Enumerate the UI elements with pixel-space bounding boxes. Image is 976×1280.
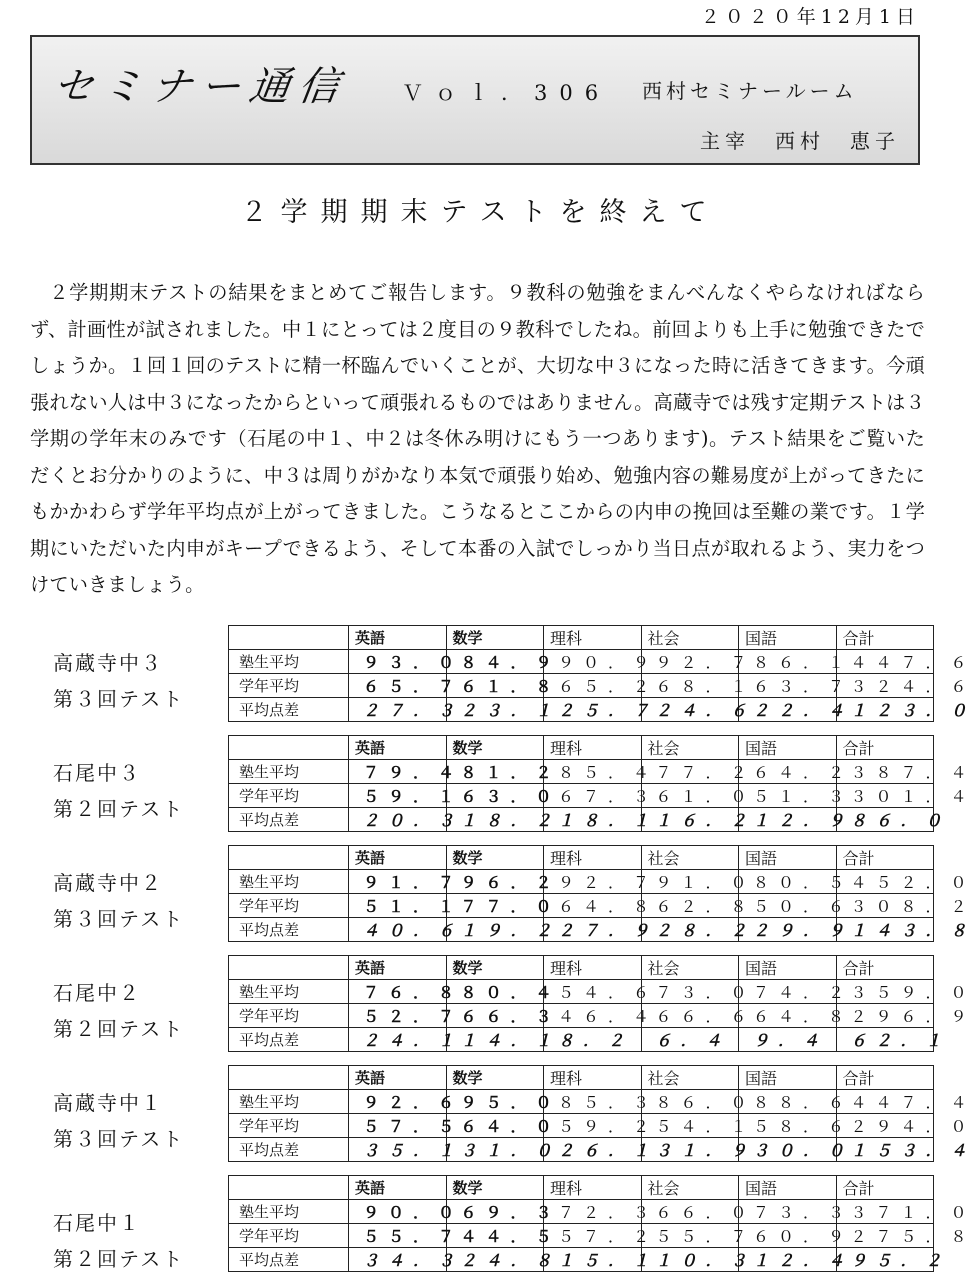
row-label: 学年平均	[229, 1004, 349, 1028]
corner-cell	[229, 1066, 349, 1090]
table-row	[229, 698, 934, 722]
score-cell: ４４７．４	[836, 1090, 934, 1114]
score-cell: ６２．１	[836, 1028, 934, 1052]
subject-header: 数学	[446, 956, 544, 980]
volume-number: Ｖｏｌ．306	[402, 81, 611, 105]
subject-header: 国語	[739, 1066, 837, 1090]
score-cell: ５４．１	[641, 1114, 739, 1138]
score-cell: ６０．９	[739, 1224, 837, 1248]
score-cell: １９．２	[446, 918, 544, 942]
subject-header: 英語	[349, 736, 447, 760]
subject-header: 国語	[739, 846, 837, 870]
school-name: 石尾中１	[53, 1211, 141, 1235]
score-cell: ９０．０	[349, 1200, 447, 1224]
row-label: 塾生平均	[229, 1200, 349, 1224]
score-cell: ２７５．８	[836, 1224, 934, 1248]
test-name: 第２回テスト	[53, 1017, 185, 1041]
score-table	[228, 955, 976, 1052]
score-cell: １６．２	[641, 808, 739, 832]
score-cell: ８０．４	[446, 980, 544, 1004]
score-cell: ９１．７	[349, 870, 447, 894]
score-cell: ８．２	[544, 1028, 642, 1052]
subject-header: 数学	[446, 736, 544, 760]
row-label: 平均点差	[229, 1028, 349, 1052]
score-cell: ３８７．４	[836, 760, 934, 784]
score-cell: ８８．６	[739, 1090, 837, 1114]
corner-cell	[229, 956, 349, 980]
score-table	[228, 625, 976, 722]
score-cell: １４３．８	[836, 918, 934, 942]
row-label: 平均点差	[229, 1248, 349, 1272]
score-cell: ６５．７	[349, 674, 447, 698]
score-cell: ２０．３	[349, 808, 447, 832]
score-cell: ６１．８	[446, 674, 544, 698]
score-cell: ７４．２	[739, 980, 837, 1004]
table-row	[229, 1248, 934, 1272]
score-cell: ７７．２	[641, 760, 739, 784]
masthead	[30, 35, 920, 165]
header-row	[229, 736, 934, 760]
score-cell: ７３．３	[739, 1200, 837, 1224]
score-cell: ５１．３	[739, 784, 837, 808]
subject-header: 社会	[641, 846, 739, 870]
score-table	[228, 845, 976, 942]
score-cell: ９１．０	[641, 870, 739, 894]
subject-header: 社会	[641, 956, 739, 980]
newsletter-title: セミナー通信	[50, 64, 351, 110]
table-row	[229, 1090, 934, 1114]
score-cell: １２３．０	[836, 698, 934, 722]
subject-header: 理科	[544, 1066, 642, 1090]
score-cell: ９６．２	[446, 870, 544, 894]
score-cell: ６．４	[641, 1028, 739, 1052]
score-cell: ３５．１	[349, 1138, 447, 1162]
score-cell: ５７．２	[544, 1224, 642, 1248]
corner-cell	[229, 626, 349, 650]
score-cell: ８４．９	[446, 650, 544, 674]
score-cell: ５５．７	[641, 1224, 739, 1248]
score-table	[228, 1065, 976, 1162]
score-cell: ２９４．０	[836, 1114, 934, 1138]
score-cell: １２．９	[739, 808, 837, 832]
table-row	[229, 808, 934, 832]
result-block	[0, 845, 976, 949]
row-label: 平均点差	[229, 918, 349, 942]
score-cell: ８０．５	[739, 870, 837, 894]
score-cell: ６７．３	[544, 784, 642, 808]
score-cell: ６５．２	[544, 674, 642, 698]
score-cell: ３５９．０	[836, 980, 934, 1004]
school-name: 石尾中３	[53, 761, 141, 785]
score-cell: ４４７．６	[836, 650, 934, 674]
score-cell: ５９．１	[349, 784, 447, 808]
score-cell: ６４．２	[739, 760, 837, 784]
issue-date: ２０２０年12月1日	[700, 6, 920, 28]
score-cell: ５１．１	[349, 894, 447, 918]
score-cell: ６６．０	[641, 1200, 739, 1224]
table-row	[229, 650, 934, 674]
score-cell: ５５．７	[349, 1224, 447, 1248]
subject-header: 社会	[641, 626, 739, 650]
score-cell: ３０．０	[739, 1138, 837, 1162]
row-label: 平均点差	[229, 698, 349, 722]
score-cell: ６３．０	[446, 784, 544, 808]
header-row	[229, 626, 934, 650]
result-block	[0, 735, 976, 839]
score-cell: ６４．８	[544, 894, 642, 918]
subject-header: 合計	[836, 956, 934, 980]
score-cell: ２２．４	[739, 698, 837, 722]
row-label: 塾生平均	[229, 650, 349, 674]
subject-header: 合計	[836, 846, 934, 870]
corner-cell	[229, 846, 349, 870]
table-row	[229, 870, 934, 894]
score-cell: ８６．１	[739, 650, 837, 674]
score-cell: ９５．２	[836, 1248, 934, 1272]
score-cell: ３０１．４	[836, 784, 934, 808]
organization-name: 西村セミナールーム	[642, 79, 858, 103]
test-name: 第３回テスト	[53, 907, 185, 931]
school-name: 高蔵寺中１	[53, 1091, 163, 1115]
score-cell: １８．２	[446, 808, 544, 832]
score-cell: ２４．８	[446, 1248, 544, 1272]
table-row	[229, 980, 934, 1004]
host-name: 主宰 西村 恵子	[700, 129, 900, 153]
score-cell: ６４．０	[446, 1114, 544, 1138]
score-cell: ２７．９	[544, 918, 642, 942]
table-row	[229, 1028, 934, 1052]
test-name: 第３回テスト	[53, 1127, 185, 1151]
subject-header: 合計	[836, 1066, 934, 1090]
score-cell: １０．３	[641, 1248, 739, 1272]
table-row	[229, 784, 934, 808]
corner-cell	[229, 1176, 349, 1200]
score-cell: ２４．６	[641, 698, 739, 722]
row-label: 塾生平均	[229, 870, 349, 894]
score-cell: ６１．０	[641, 784, 739, 808]
score-cell: ５０．６	[739, 894, 837, 918]
table-row	[229, 760, 934, 784]
subject-header: 社会	[641, 1176, 739, 1200]
score-cell: ３１．９	[641, 1138, 739, 1162]
row-label: 塾生平均	[229, 1090, 349, 1114]
score-cell: ２６．１	[544, 1138, 642, 1162]
score-cell: ９．４	[739, 1028, 837, 1052]
test-name: 第２回テスト	[53, 1247, 185, 1271]
table-row	[229, 1114, 934, 1138]
score-cell: ７６．８	[349, 980, 447, 1004]
score-cell: ４０．６	[349, 918, 447, 942]
score-cell: ２８．２	[641, 918, 739, 942]
subject-header: 英語	[349, 1066, 447, 1090]
test-name: 第３回テスト	[53, 687, 185, 711]
score-cell: ９２．７	[544, 870, 642, 894]
score-cell: ９５．０	[446, 1090, 544, 1114]
row-label: 学年平均	[229, 894, 349, 918]
row-label: 学年平均	[229, 1114, 349, 1138]
row-label: 塾生平均	[229, 980, 349, 1004]
score-cell: ８５．４	[544, 760, 642, 784]
school-name: 石尾中２	[53, 981, 141, 1005]
score-cell: １４．１	[446, 1028, 544, 1052]
score-cell: ６３．７	[739, 674, 837, 698]
school-name: 高蔵寺中２	[53, 871, 163, 895]
score-cell: ９２．６	[349, 1090, 447, 1114]
table-row	[229, 674, 934, 698]
score-cell: ３４．３	[349, 1248, 447, 1272]
score-cell: ２３．１	[446, 698, 544, 722]
row-label: 平均点差	[229, 1138, 349, 1162]
subject-header: 社会	[641, 1066, 739, 1090]
score-cell: ７７．０	[446, 894, 544, 918]
score-cell: ４６．４	[544, 1004, 642, 1028]
subject-header: 数学	[446, 626, 544, 650]
score-cell: ３０８．２	[836, 894, 934, 918]
score-cell: ２９．９	[739, 918, 837, 942]
row-label: 塾生平均	[229, 760, 349, 784]
score-cell: ９３．０	[349, 650, 447, 674]
subject-header: 社会	[641, 736, 739, 760]
result-block	[0, 1175, 976, 1279]
subject-header: 国語	[739, 736, 837, 760]
subject-header: 理科	[544, 846, 642, 870]
score-cell: １５３．４	[836, 1138, 934, 1162]
score-cell: ３１．０	[446, 1138, 544, 1162]
corner-cell	[229, 736, 349, 760]
result-block	[0, 955, 976, 1059]
subject-header: 英語	[349, 956, 447, 980]
score-cell: ４５２．０	[836, 870, 934, 894]
subject-header: 国語	[739, 1176, 837, 1200]
score-cell: ４４．５	[446, 1224, 544, 1248]
score-cell: ５７．５	[349, 1114, 447, 1138]
table-row	[229, 918, 934, 942]
subject-header: 国語	[739, 956, 837, 980]
subject-header: 理科	[544, 626, 642, 650]
subject-header: 理科	[544, 956, 642, 980]
score-cell: ８６．０	[836, 808, 934, 832]
score-cell: ６６．６	[641, 1004, 739, 1028]
article-body: ２学期期末テストの結果をまとめてご報告します。９教科の勉強をまんべんなくやらなければならず、計画性が試されました。中１にとっては２度目の９教科でしたね。前回よりも上手に勉強できたでしょうか。１回１回のテストに精一杯臨んでいくことが、大切な中３になった時に活きてきます。今頑張れない人は中３になったからといって頑張れるものではありません。高蔵寺では残す定期テストは３学期の学年末のみです（石尾の中１、中２は冬休み明けにもう一つあります)。テスト結果をご覧いただくとお分かりのように、中３は周りがかなり本気で頑張り始め、勉強内容の難易度が上がってきたにもかかわらず学年平均点が上がってきました。こうなるとここからの内申の挽回は至難の業です。１学期にいただいた内申がキープできるよう、そして本番の入試でしっかり当日点が取れるよう、実力をつけていきましょう。	[30, 281, 925, 596]
subject-header: 数学	[446, 846, 544, 870]
score-cell: ６２．８	[641, 894, 739, 918]
score-cell: ９０．９	[544, 650, 642, 674]
header-row	[229, 1176, 934, 1200]
article-heading: ２学期期末テストを終えて	[240, 197, 720, 228]
subject-header: 合計	[836, 1176, 934, 1200]
result-block	[0, 625, 976, 729]
row-label: 平均点差	[229, 808, 349, 832]
header-row	[229, 846, 934, 870]
score-cell: ６８．１	[641, 674, 739, 698]
score-cell: ５９．２	[544, 1114, 642, 1138]
table-row	[229, 1138, 934, 1162]
score-cell: １２．４	[739, 1248, 837, 1272]
subject-header: 理科	[544, 1176, 642, 1200]
table-row	[229, 894, 934, 918]
result-block	[0, 1065, 976, 1169]
score-cell: ２５．７	[544, 698, 642, 722]
score-cell: ８１．２	[446, 760, 544, 784]
score-cell: ７９．４	[349, 760, 447, 784]
score-table	[228, 1175, 976, 1272]
subject-header: 英語	[349, 1176, 447, 1200]
score-cell: ８５．３	[544, 1090, 642, 1114]
table-row	[229, 1224, 934, 1248]
row-label: 学年平均	[229, 1224, 349, 1248]
school-name: 高蔵寺中３	[53, 651, 163, 675]
subject-header: 理科	[544, 736, 642, 760]
score-cell: ３７１．０	[836, 1200, 934, 1224]
subject-header: 英語	[349, 846, 447, 870]
subject-header: 数学	[446, 1066, 544, 1090]
row-label: 学年平均	[229, 674, 349, 698]
test-name: 第２回テスト	[53, 797, 185, 821]
score-cell: ６４．８	[739, 1004, 837, 1028]
score-cell: ２４．１	[349, 1028, 447, 1052]
score-cell: １８．１	[544, 808, 642, 832]
score-cell: ２９６．９	[836, 1004, 934, 1028]
score-cell: ２７．３	[349, 698, 447, 722]
subject-header: 国語	[739, 626, 837, 650]
row-label: 学年平均	[229, 784, 349, 808]
score-table	[228, 735, 976, 832]
score-cell: １５．１	[544, 1248, 642, 1272]
header-row	[229, 1066, 934, 1090]
subject-header: 数学	[446, 1176, 544, 1200]
subject-header: 合計	[836, 736, 934, 760]
subject-header: 英語	[349, 626, 447, 650]
score-cell: ６６．３	[446, 1004, 544, 1028]
table-row	[229, 1004, 934, 1028]
score-cell: ５８．６	[739, 1114, 837, 1138]
score-cell: ９２．７	[641, 650, 739, 674]
subject-header: 合計	[836, 626, 934, 650]
score-cell: ３２４．６	[836, 674, 934, 698]
score-cell: ７２．３	[544, 1200, 642, 1224]
score-cell: ６９．３	[446, 1200, 544, 1224]
score-cell: ８６．０	[641, 1090, 739, 1114]
score-cell: ７３．０	[641, 980, 739, 1004]
score-cell: ５４．６	[544, 980, 642, 1004]
table-row	[229, 1200, 934, 1224]
header-row	[229, 956, 934, 980]
score-cell: ５２．７	[349, 1004, 447, 1028]
